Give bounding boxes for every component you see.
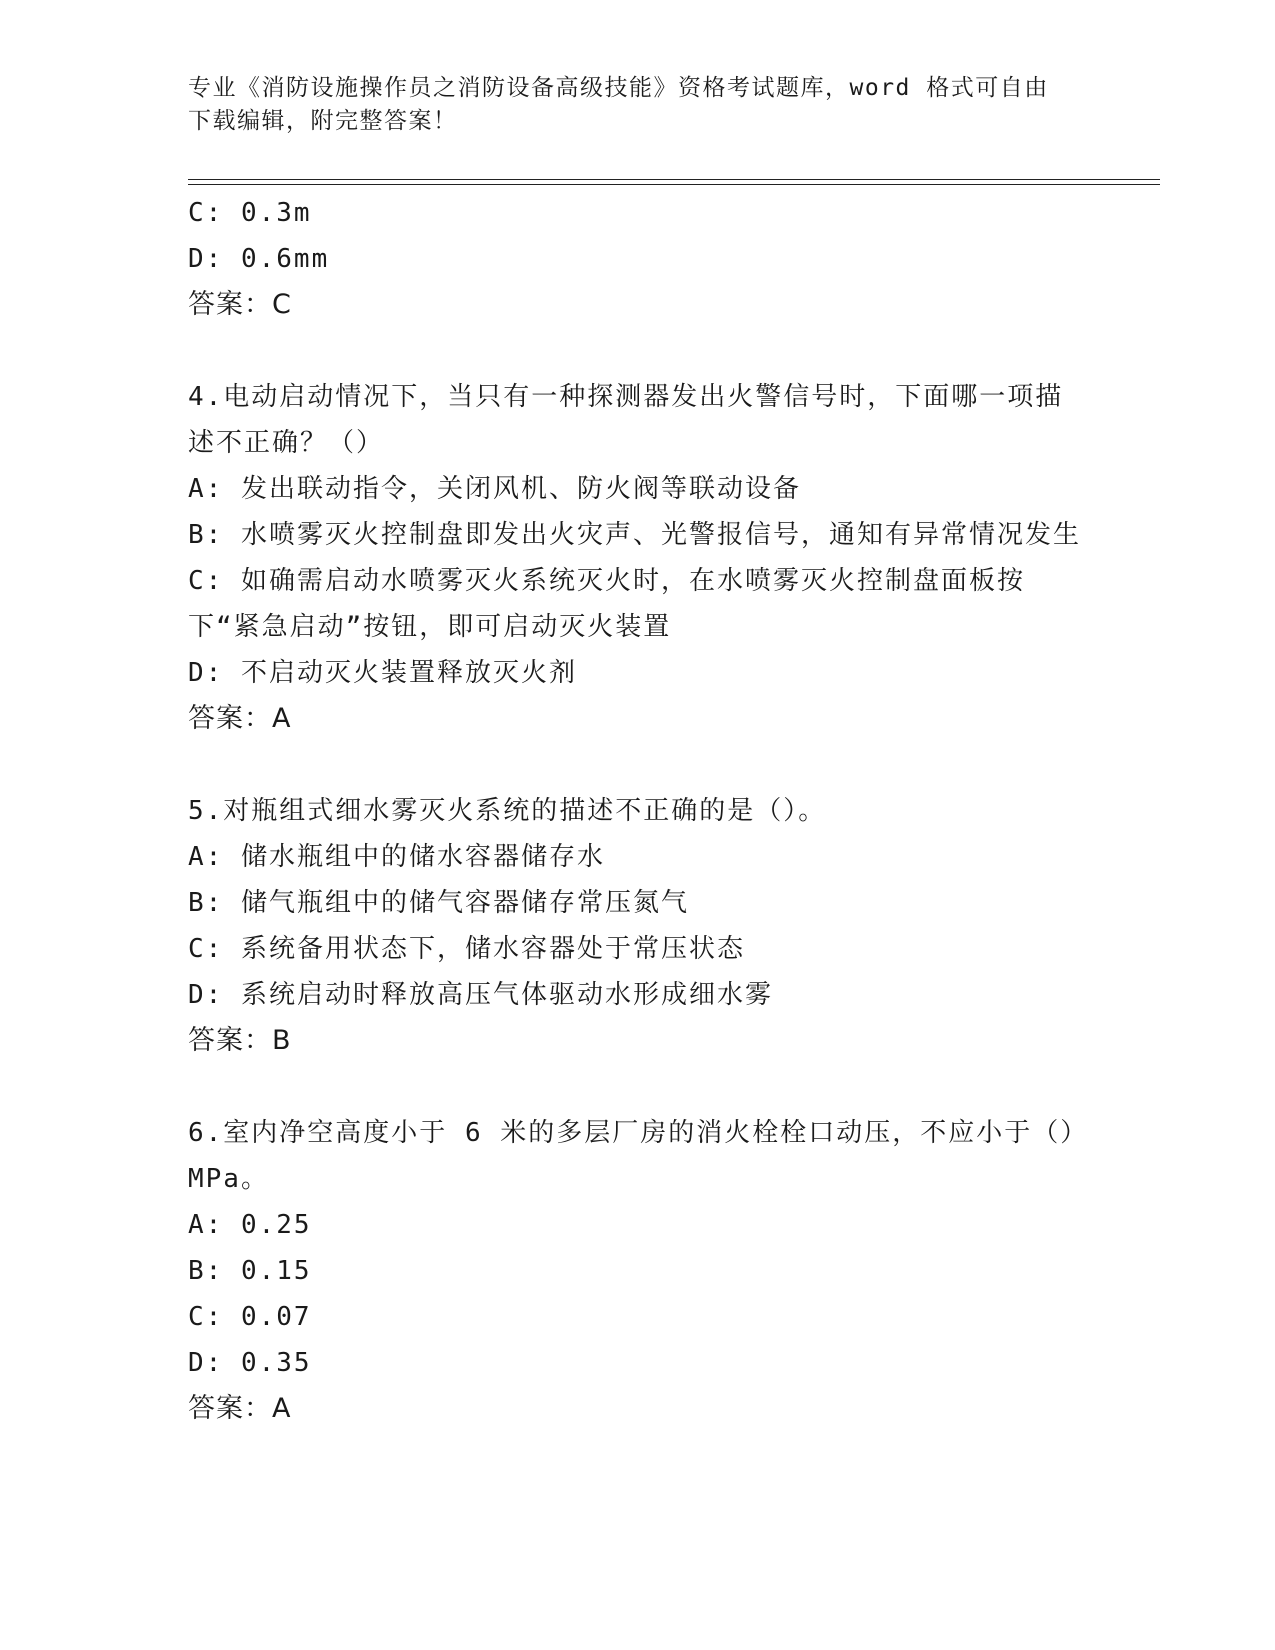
option-c: C: 如确需启动水喷雾灭火系统灭火时，在水喷雾灭火控制盘面板按下“紧急启动”按钮，即可启动灭火装置	[188, 566, 1025, 642]
spacer	[188, 1064, 1088, 1110]
option-d: D: 0.35	[188, 1348, 312, 1378]
question-5	[188, 788, 1088, 1064]
header-rule-bottom	[188, 184, 1160, 185]
option-b: B: 水喷雾灭火控制盘即发出火灾声、光警报信号，通知有异常情况发生	[188, 520, 1081, 550]
option-b: B: 0.15	[188, 1256, 312, 1286]
spacer	[188, 328, 1088, 374]
document-body	[188, 190, 1088, 1432]
option-d: D: 系统启动时释放高压气体驱动水形成细水雾	[188, 980, 773, 1010]
previous-question-tail	[188, 190, 1088, 328]
question-stem: 6.室内净空高度小于 6 米的多层厂房的消火栓栓口动压，不应小于（）MPa。	[188, 1118, 1076, 1194]
option-b: B: 储气瓶组中的储气容器储存常压氮气	[188, 888, 689, 918]
answer-line: 答案：B	[188, 1025, 292, 1056]
option-d: D: 0.6mm	[188, 244, 330, 274]
header-rule-top	[188, 179, 1160, 180]
option-c: C: 系统备用状态下，储水容器处于常压状态	[188, 934, 745, 964]
option-c: C: 0.3m	[188, 198, 312, 228]
answer-line: 答案：A	[188, 703, 292, 734]
answer-line: 答案：A	[188, 1393, 292, 1424]
question-stem: 4.电动启动情况下，当只有一种探测器发出火警信号时，下面哪一项描述不正确？（）	[188, 382, 1064, 458]
option-a: A: 发出联动指令，关闭风机、防火阀等联动设备	[188, 474, 801, 504]
question-stem: 5.对瓶组式细水雾灭火系统的描述不正确的是（）。	[188, 796, 827, 826]
document-header: 专业《消防设施操作员之消防设备高级技能》资格考试题库，word 格式可自由下载编辑，附完整答案！	[188, 75, 1049, 134]
spacer	[188, 742, 1088, 788]
option-a: A: 储水瓶组中的储水容器储存水	[188, 842, 605, 872]
option-a: A: 0.25	[188, 1210, 312, 1240]
question-4	[188, 374, 1088, 742]
question-6	[188, 1110, 1088, 1432]
option-c: C: 0.07	[188, 1302, 312, 1332]
option-d: D: 不启动灭火装置释放灭火剂	[188, 658, 577, 688]
answer-line: 答案：C	[188, 289, 292, 320]
